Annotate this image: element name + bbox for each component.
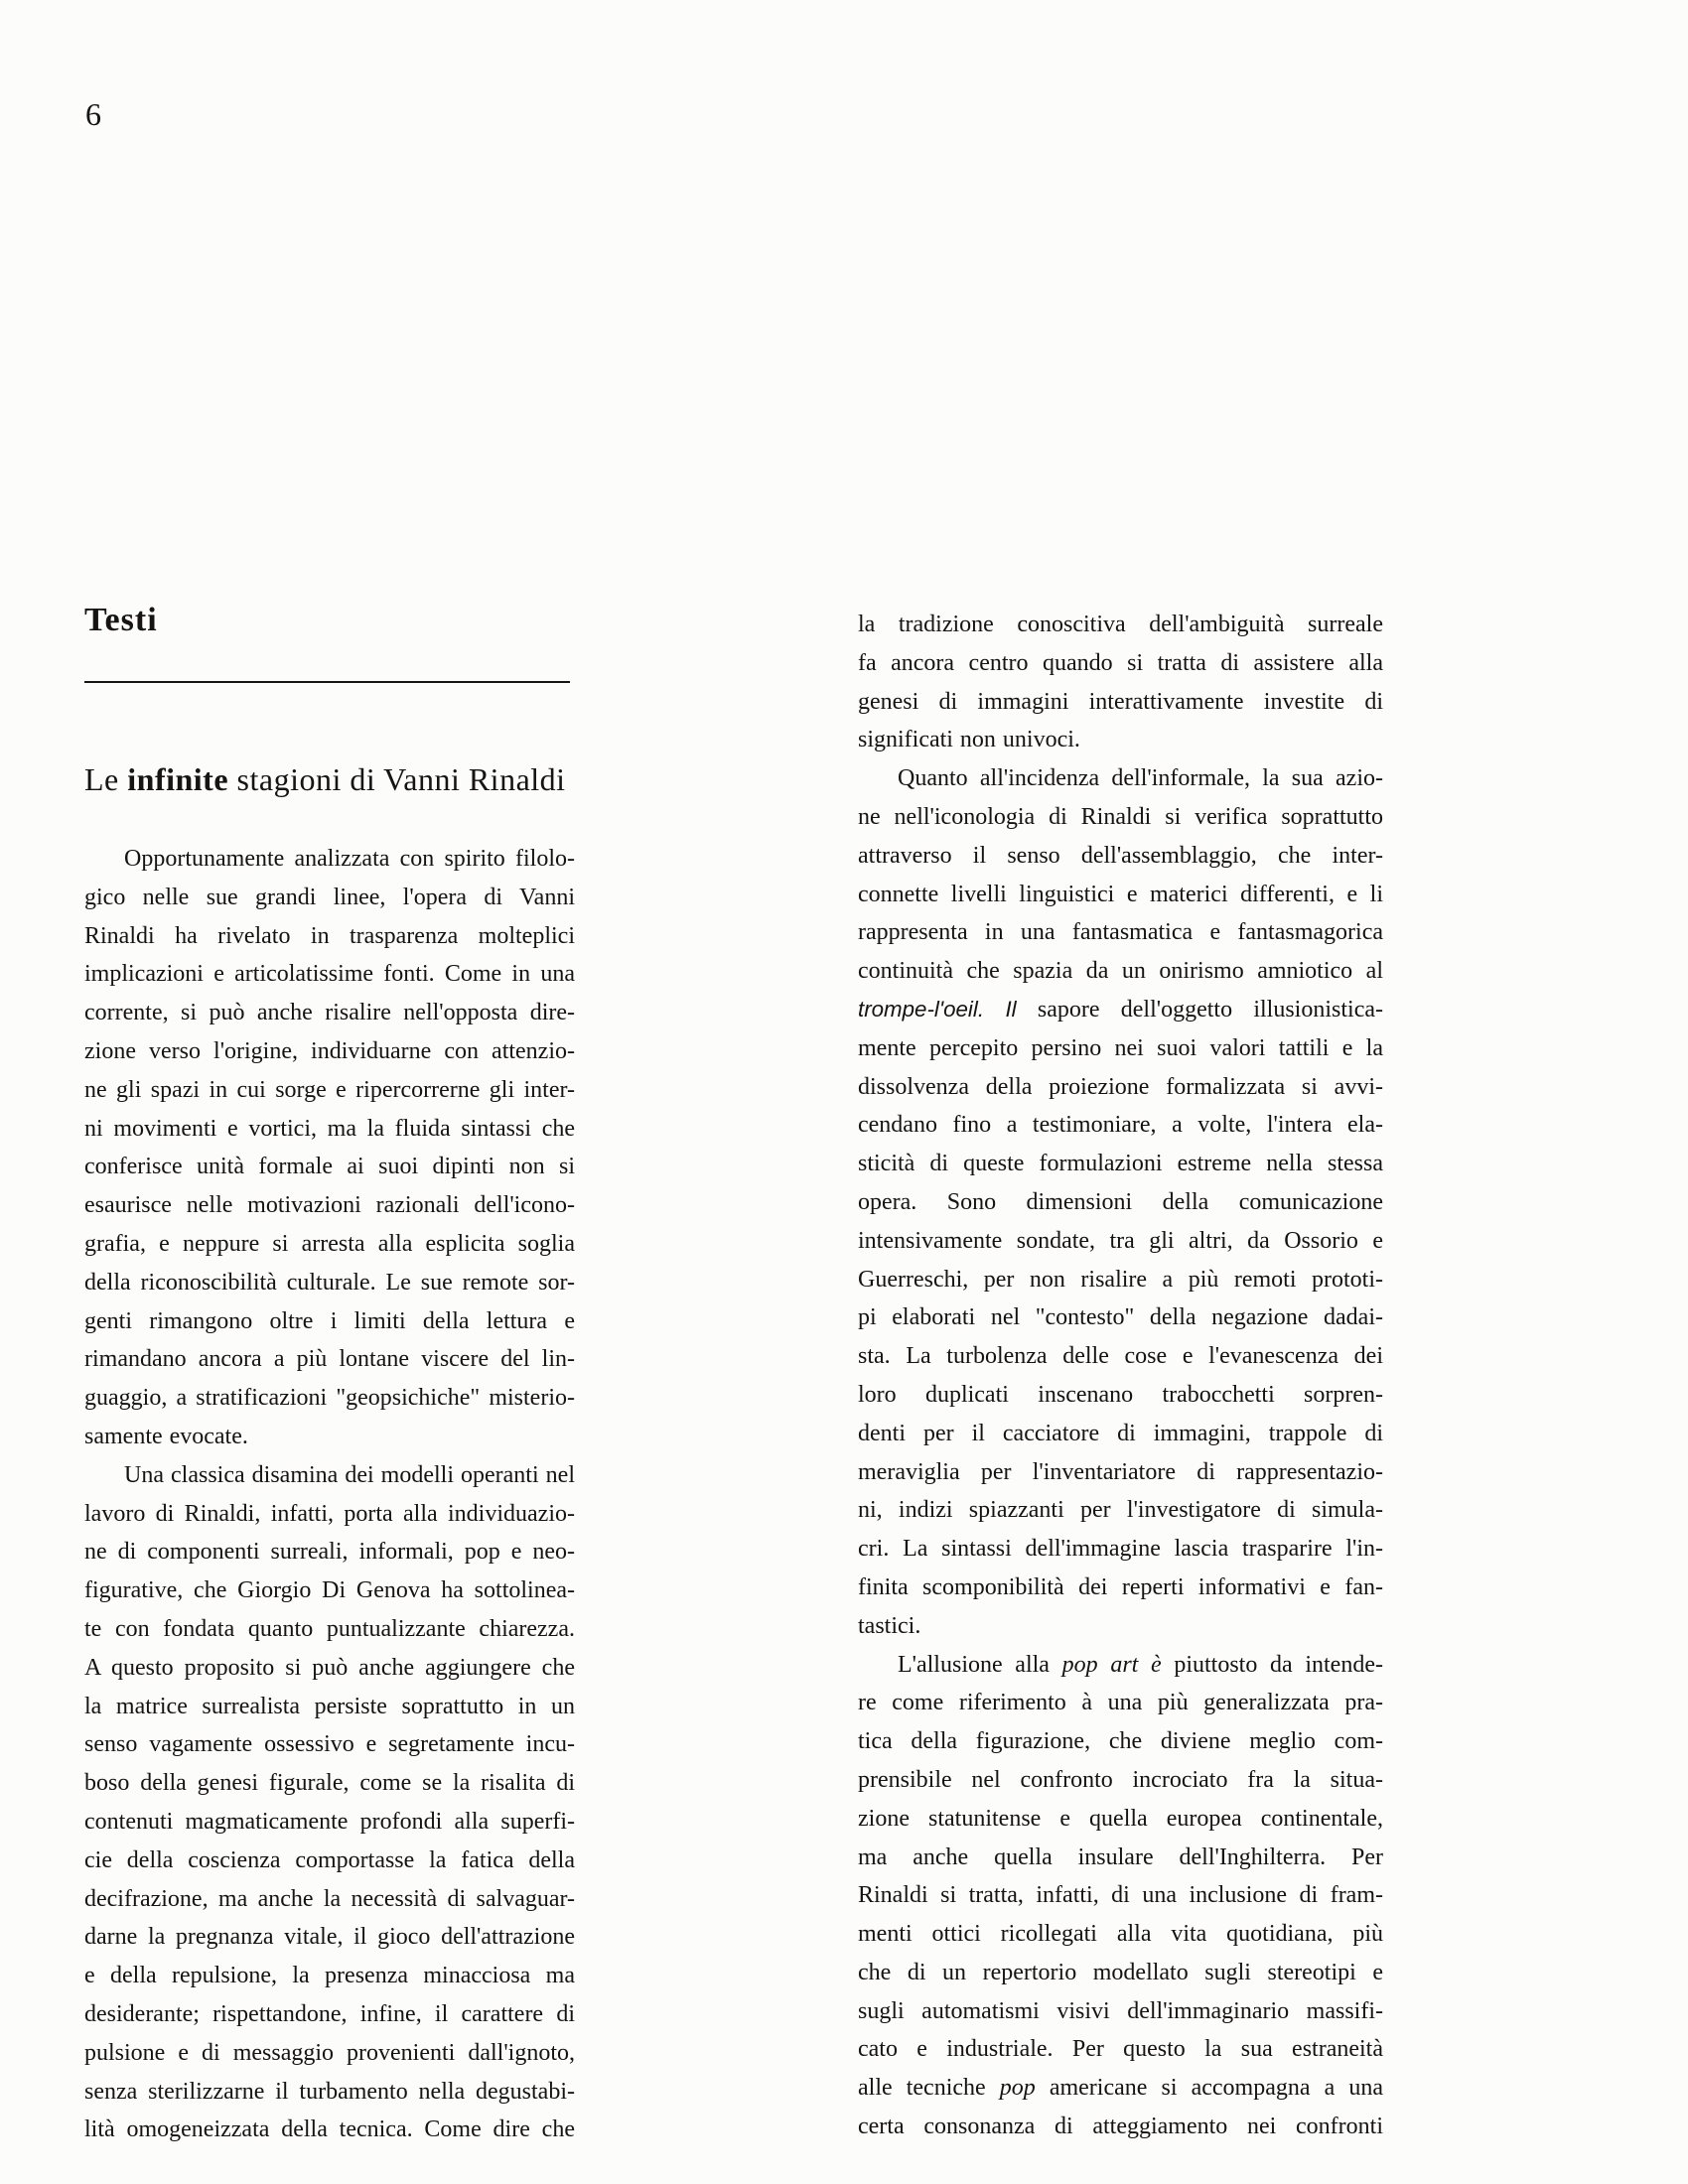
text-run: continuità che spazia da un onirismo amniotico al (858, 958, 1383, 985)
text-run: guaggio, a stratificazioni "geopsichiche" misterio- (84, 1385, 575, 1412)
left-text-column (84, 840, 575, 2149)
text-line (84, 2111, 575, 2149)
text-line (84, 1725, 575, 1764)
section-divider-rule (84, 681, 570, 683)
text-run: genti rimangono oltre i limiti della lettura e (84, 1307, 575, 1334)
text-line (858, 1569, 1383, 1607)
text-run: stagioni di Vanni Rinaldi (228, 761, 566, 797)
text-line (858, 1145, 1383, 1183)
text-run: menti ottici ricollegati alla vita quotidiana, più (858, 1921, 1383, 1948)
text-run: trompe-l'oeil. Il (858, 996, 1017, 1022)
text-line (84, 1803, 575, 1842)
text-run: significati non univoci. (858, 727, 1080, 753)
text-line (84, 1418, 575, 1456)
text-line (84, 1379, 575, 1418)
text-run: pi elaborati nel "contesto" della negazione dadai- (858, 1304, 1383, 1331)
text-run: fa ancora centro quando si tratta di assistere alla (858, 649, 1383, 676)
text-line (858, 1376, 1383, 1415)
text-line (84, 1571, 575, 1610)
text-run: tica della figurazione, che diviene meglio com- (858, 1728, 1383, 1755)
text-run: intensivamente sondate, tra gli altri, da Ossorio e (858, 1227, 1383, 1254)
text-run: gico nelle sue grandi linee, l'opera di Vanni (84, 884, 575, 910)
text-line (858, 759, 1383, 798)
text-run: ne nell'iconologia di Rinaldi si verifica soprattutto (858, 803, 1383, 830)
text-line (858, 683, 1383, 722)
text-run: rimandano ancora a più lontane viscere del lin- (84, 1346, 575, 1373)
text-line (84, 1110, 575, 1149)
text-line (84, 1071, 575, 1110)
text-line (84, 917, 575, 956)
text-line (858, 1337, 1383, 1376)
text-run: prensibile nel confronto incrociato fra la situa- (858, 1766, 1383, 1793)
text-run: rappresenta in una fantasmatica e fantasmagorica (858, 919, 1383, 946)
text-run: sticità di queste formulazioni estreme nella stessa (858, 1151, 1383, 1177)
text-run: lità omogeneizzata della tecnica. Come dire che (84, 2116, 575, 2143)
text-run: Quanto all'incidenza dell'informale, la sua azio- (898, 765, 1383, 792)
text-line (84, 840, 575, 879)
text-run: sugli automatismi visivi dell'immaginario massifi- (858, 1997, 1383, 2024)
section-title: Testi (84, 602, 158, 638)
text-run: zione verso l'origine, individuarne con attenzio- (84, 1037, 575, 1064)
text-run: desiderante; rispettandone, infine, il carattere di (84, 2000, 575, 2027)
text-run: re come riferimento à una più generalizzata pra- (858, 1690, 1383, 1716)
text-run: tastici. (858, 1612, 921, 1639)
text-line (84, 1688, 575, 1726)
text-run: esaurisce nelle motivazioni razionali dell'icono- (84, 1192, 575, 1219)
page-number: 6 (85, 96, 101, 132)
text-line (858, 1646, 1383, 1685)
text-run: boso della genesi figurale, come se la risalita di (84, 1770, 575, 1797)
text-run: senza sterilizzarne il turbamento nella degustabi- (84, 2078, 575, 2105)
text-line (84, 879, 575, 917)
text-run: genesi di immagini interattivamente investite di (858, 688, 1383, 715)
text-run: pop (999, 2075, 1036, 2102)
text-line (858, 1876, 1383, 1915)
text-line (84, 1340, 575, 1379)
text-line (858, 1800, 1383, 1839)
text-run: cato e industriale. Per questo la sua estraneità (858, 2036, 1383, 2063)
text-run: Guerreschi, per non risalire a più remoti prototi- (858, 1266, 1383, 1293)
article-title (84, 762, 566, 797)
right-text-column (858, 606, 1383, 2146)
text-line (858, 1106, 1383, 1145)
text-line (84, 1302, 575, 1341)
text-run: cendano fino a testimoniare, a volte, l'intera ela- (858, 1112, 1383, 1139)
text-run: zione statunitense e quella europea continentale, (858, 1805, 1383, 1832)
text-run: cie della coscienza comportasse la fatica della (84, 1846, 575, 1873)
text-run: denti per il cacciatore di immagini, trappole di (858, 1420, 1383, 1446)
text-line (858, 913, 1383, 952)
text-line (858, 837, 1383, 876)
text-line (858, 1261, 1383, 1299)
text-run: infinite (127, 761, 229, 797)
text-line (858, 1453, 1383, 1492)
text-run: certa consonanza di atteggiamento nei confronti (858, 2114, 1383, 2140)
text-line (84, 1148, 575, 1186)
text-run: la tradizione conoscitiva dell'ambiguità surreale (858, 612, 1383, 637)
text-line (858, 1491, 1383, 1530)
text-line (84, 1032, 575, 1071)
text-run: e della repulsione, la presenza minacciosa ma (84, 1963, 575, 1989)
text-line (84, 1186, 575, 1225)
text-line (858, 952, 1383, 991)
text-run: alle tecniche (858, 2075, 1000, 2102)
text-run: americane si accompagna a una (1035, 2075, 1383, 2102)
text-run: la matrice surrealista persiste soprattutto in un (84, 1693, 575, 1719)
text-run: L'allusione alla (898, 1651, 1062, 1678)
text-run: piuttosto da intende- (1161, 1651, 1383, 1678)
text-line (858, 1298, 1383, 1337)
text-line (858, 1068, 1383, 1107)
text-line (84, 1957, 575, 1995)
text-run: sta. La turbolenza delle cose e l'evanescenza dei (858, 1343, 1383, 1370)
text-line (858, 1684, 1383, 1722)
text-run: ne gli spazi in cui sorge e ripercorrerne gli inter- (84, 1076, 575, 1103)
text-run: loro duplicati inscenano trabocchetti sorpren- (858, 1381, 1383, 1408)
text-run: opera. Sono dimensioni della comunicazione (858, 1188, 1383, 1215)
text-line (858, 1029, 1383, 1068)
text-run: Una classica disamina dei modelli operanti nel (124, 1461, 575, 1488)
text-line (858, 1915, 1383, 1954)
text-run: darne la pregnanza vitale, il gioco dell'attrazione (84, 1924, 575, 1951)
text-run: figurative, che Giorgio Di Genova ha sottolinea- (84, 1577, 575, 1604)
text-run: samente evocate. (84, 1423, 248, 1449)
text-line (858, 2108, 1383, 2146)
text-line (858, 1839, 1383, 1877)
text-run: lavoro di Rinaldi, infatti, porta alla individuazio- (84, 1500, 575, 1527)
text-line (84, 1842, 575, 1880)
text-line (84, 2034, 575, 2073)
text-line (84, 2073, 575, 2112)
text-line (84, 1880, 575, 1919)
text-run: connette livelli linguistici e materici differenti, e li (858, 881, 1383, 907)
text-run: Opportunamente analizzata con spirito filolo- (124, 846, 575, 872)
text-line (858, 2030, 1383, 2069)
text-run: ma anche quella insulare dell'Inghilterra. Per (858, 1843, 1383, 1870)
text-run: dissolvenza della proiezione formalizzata si avvi- (858, 1073, 1383, 1100)
text-line (858, 721, 1383, 759)
text-run: pop art è (1061, 1651, 1162, 1678)
text-run: corrente, si può anche risalire nell'opposta dire- (84, 1000, 575, 1026)
text-run: cri. La sintassi dell'immagine lascia trasparire l'in- (858, 1536, 1383, 1563)
text-line (858, 2069, 1383, 2108)
text-run: grafia, e neppure si arresta alla esplicita soglia (84, 1230, 575, 1257)
text-run: Rinaldi si tratta, infatti, di una inclusione di fram- (858, 1882, 1383, 1909)
text-run: sapore dell'oggetto illusionistica- (1016, 996, 1383, 1023)
text-run: finita scomponibilità dei reperti informativi e fan- (858, 1573, 1383, 1600)
text-line (858, 1222, 1383, 1261)
text-line (84, 1495, 575, 1534)
text-line (858, 606, 1383, 644)
text-run: mente percepito persino nei suoi valori tattili e la (858, 1034, 1383, 1061)
text-run: implicazioni e articolatissime fonti. Come in una (84, 961, 575, 988)
text-line (858, 1992, 1383, 2031)
text-line (858, 876, 1383, 914)
text-run: decifrazione, ma anche la necessità di salvaguar- (84, 1885, 575, 1912)
text-run: attraverso il senso dell'assemblaggio, che inter- (858, 842, 1383, 869)
text-run: A questo proposito si può anche aggiungere che (84, 1654, 575, 1681)
text-line (858, 644, 1383, 683)
text-line (858, 1761, 1383, 1800)
text-run: te con fondata quanto puntualizzante chiarezza. (84, 1615, 575, 1642)
text-line (858, 991, 1383, 1029)
text-line (858, 798, 1383, 837)
text-line (84, 1764, 575, 1803)
text-line (84, 1264, 575, 1302)
text-line (84, 1918, 575, 1957)
text-line (858, 1530, 1383, 1569)
text-line (84, 1995, 575, 2034)
text-line (84, 994, 575, 1032)
text-line (84, 1225, 575, 1264)
text-line (858, 1183, 1383, 1222)
text-line (84, 1533, 575, 1571)
text-line (84, 1610, 575, 1649)
text-line (858, 1415, 1383, 1453)
text-run: ni movimenti e vortici, ma la fluida sintassi che (84, 1115, 575, 1142)
text-run: pulsione e di messaggio provenienti dall'ignoto, (84, 2039, 575, 2066)
text-run: Rinaldi ha rivelato in trasparenza molteplici (84, 922, 575, 949)
text-line (858, 1607, 1383, 1646)
text-line (84, 955, 575, 994)
text-run: ni, indizi spiazzanti per l'investigatore di simula- (858, 1497, 1383, 1524)
text-line (84, 1456, 575, 1495)
text-run: senso vagamente ossessivo e segretamente incu- (84, 1731, 575, 1758)
text-run: conferisce unità formale ai suoi dipinti non si (84, 1154, 575, 1180)
text-run: ne di componenti surreali, informali, pop e neo- (84, 1539, 575, 1566)
text-run: contenuti magmaticamente profondi alla superfi- (84, 1808, 575, 1835)
text-line (858, 1954, 1383, 1992)
text-run: meraviglia per l'inventariatore di rappresentazio- (858, 1458, 1383, 1485)
text-line (84, 1649, 575, 1688)
text-run: Le (84, 761, 128, 797)
text-line (858, 1722, 1383, 1761)
text-run: della riconoscibilità culturale. Le sue remote sor- (84, 1269, 575, 1296)
text-run: che di un repertorio modellato sugli stereotipi e (858, 1959, 1383, 1985)
